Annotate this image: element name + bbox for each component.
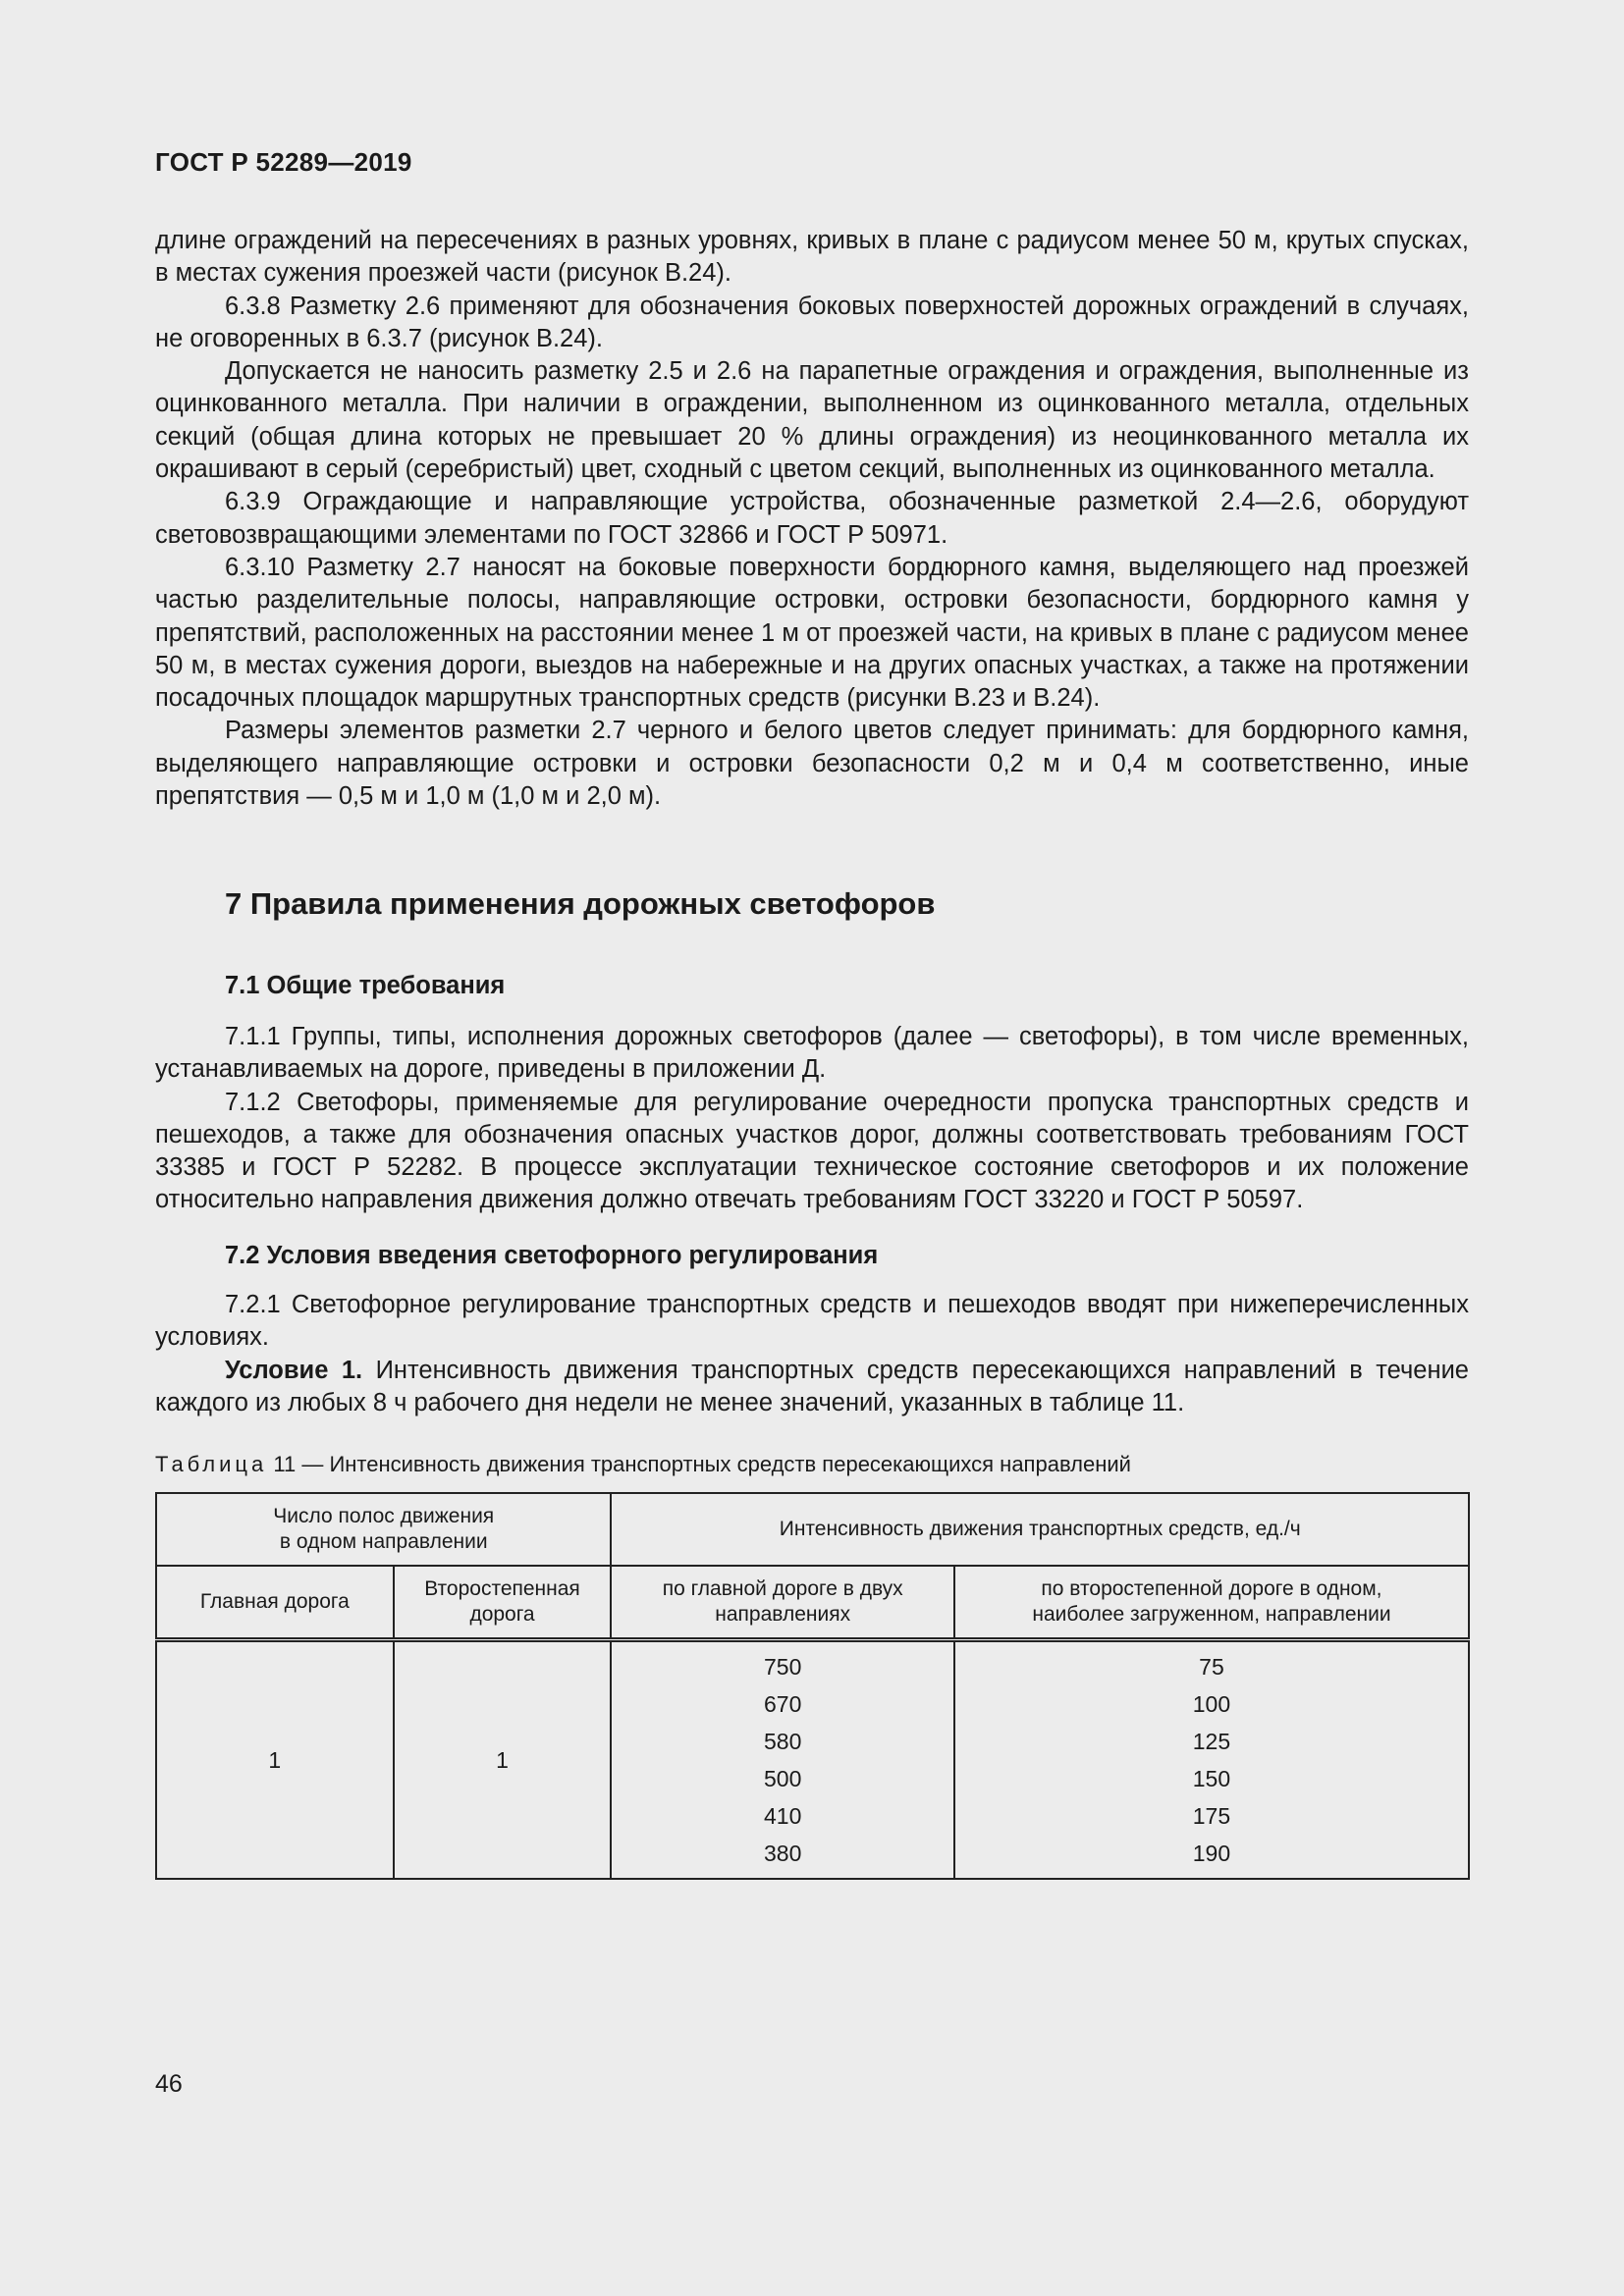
main-value: 670 xyxy=(764,1691,802,1717)
secondary-value: 190 xyxy=(1192,1841,1231,1866)
paragraph-7-1-1: 7.1.1 Группы, типы, исполнения дорожных светофоров (далее — светофоры), в том числе временных, устанавливаемых на дороге, приведены в приложении Д. xyxy=(155,1023,1469,1084)
header-main-direction: по главной дороге в двух направлениях xyxy=(611,1566,953,1640)
paragraph: длине ограждений на пересечениях в разных уровнях, кривых в плане с радиусом менее 50 м, крутых спусках, в местах сужения проезжей части (рисунок В.24). xyxy=(155,227,1469,288)
section-6-continuation xyxy=(155,225,1469,813)
header-main-road: Главная дорога xyxy=(156,1566,394,1640)
cell-main-values xyxy=(611,1640,953,1880)
header-secondary-road: Второстепенная дорога xyxy=(394,1566,612,1640)
section-7-title: 7 Правила применения дорожных светофоров xyxy=(225,886,936,921)
cell-secondary-lanes: 1 xyxy=(394,1640,612,1880)
paragraph-6-3-10: 6.3.10 Разметку 2.7 наносят на боковые поверхности бордюрного камня, выделяющего над проезжей частью разделительные полосы, направляющие островки, островки безопасности, бордюрного камня у препятствий, расположенных на расстоянии менее 1 м от проезжей части, на кривых в плане с радиусом менее 50 м, в местах сужения дороги, выездов на набережные и на других опасных участках, а также на протяжении посадочных площадок маршрутных транспортных средств (рисунки В.23 и В.24). xyxy=(155,553,1469,713)
main-value: 500 xyxy=(764,1766,802,1791)
cell-secondary-values xyxy=(954,1640,1469,1880)
paragraph-6-3-8: 6.3.8 Разметку 2.6 применяют для обозначения боковых поверхностей дорожных ограждений в случаях, не оговоренных в 6.3.7 (рисунок В.24). xyxy=(155,292,1469,352)
main-value: 410 xyxy=(764,1803,802,1829)
table-11 xyxy=(155,1492,1470,1880)
subsection-7-2-title: 7.2 Условия введения светофорного регулирования xyxy=(225,1242,879,1269)
document-page xyxy=(155,0,1469,2296)
condition-1-label: Условие 1. xyxy=(225,1356,363,1384)
page-number: 46 xyxy=(155,2070,183,2098)
subsection-7-1-body xyxy=(155,1021,1469,1217)
subsection-7-1-title: 7.1 Общие требования xyxy=(225,972,506,999)
secondary-value: 100 xyxy=(1192,1691,1231,1717)
paragraph-6-3-9: 6.3.9 Ограждающие и направляющие устройства, обозначенные разметкой 2.4—2.6, оборудуют световозвращающими элементами по ГОСТ 32866 и ГОСТ Р 50971. xyxy=(155,488,1469,549)
condition-1-text: Интенсивность движения транспортных средств пересекающихся направлений в течение каждого из любых 8 ч рабочего дня недели не менее значений, указанных в таблице 11. xyxy=(155,1356,1469,1416)
secondary-value: 175 xyxy=(1192,1803,1231,1829)
paragraph: Размеры элементов разметки 2.7 черного и белого цветов следует принимать: для бордюрного камня, выделяющего направляющие островки и островки безопасности 0,2 м и 0,4 м соответственно, иные препятствия — 0,5 м и 1,0 м (1,0 м и 2,0 м). xyxy=(155,717,1469,811)
header-intensity: Интенсивность движения транспортных средств, ед./ч xyxy=(611,1493,1469,1566)
secondary-value: 75 xyxy=(1199,1654,1224,1680)
paragraph: Допускается не наносить разметку 2.5 и 2.6 на парапетные ограждения и ограждения, выполненные из оцинкованного металла. При наличии в ограждении, выполненном из оцинкованного металла, отдельных секций (общая длина которых не превышает 20 % длины ограждения) из неоцинкованного металла их окрашивают в серый (серебристый) цвет, сходный с цветом секций, выполненных из оцинкованного металла. xyxy=(155,357,1469,484)
main-value: 580 xyxy=(764,1729,802,1754)
condition-1 xyxy=(155,1355,1469,1420)
secondary-value: 125 xyxy=(1192,1729,1231,1754)
table-caption-text: 11 — Интенсивность движения транспортных средств пересекающихся направлений xyxy=(267,1452,1131,1476)
header-secondary-direction: по второстепенной дороге в одном, наиболее загруженном, направлении xyxy=(954,1566,1469,1640)
paragraph-7-2-1: 7.2.1 Светофорное регулирование транспортных средств и пешеходов вводят при нижеперечисленных условиях. xyxy=(155,1291,1469,1352)
document-header: ГОСТ Р 52289—2019 xyxy=(155,147,412,177)
subsection-7-2-body xyxy=(155,1289,1469,1419)
paragraph-7-1-2: 7.1.2 Светофоры, применяемые для регулирование очередности пропуска транспортных средств и пешеходов, а также для обозначения опасных участков дорог, должны соответствовать требованиям ГОСТ 33385 и ГОСТ Р 52282. В процессе эксплуатации техническое состояние светофоров и их положение относительно направления движения должно отвечать требованиям ГОСТ 33220 и ГОСТ Р 50597. xyxy=(155,1088,1469,1214)
main-value: 750 xyxy=(764,1654,802,1680)
cell-main-lanes: 1 xyxy=(156,1640,394,1880)
secondary-value: 150 xyxy=(1192,1766,1231,1791)
main-value: 380 xyxy=(764,1841,802,1866)
table-caption-word: Таблица xyxy=(155,1452,268,1476)
table-caption xyxy=(155,1452,1131,1477)
header-lanes: Число полос движения в одном направлении xyxy=(156,1493,611,1566)
